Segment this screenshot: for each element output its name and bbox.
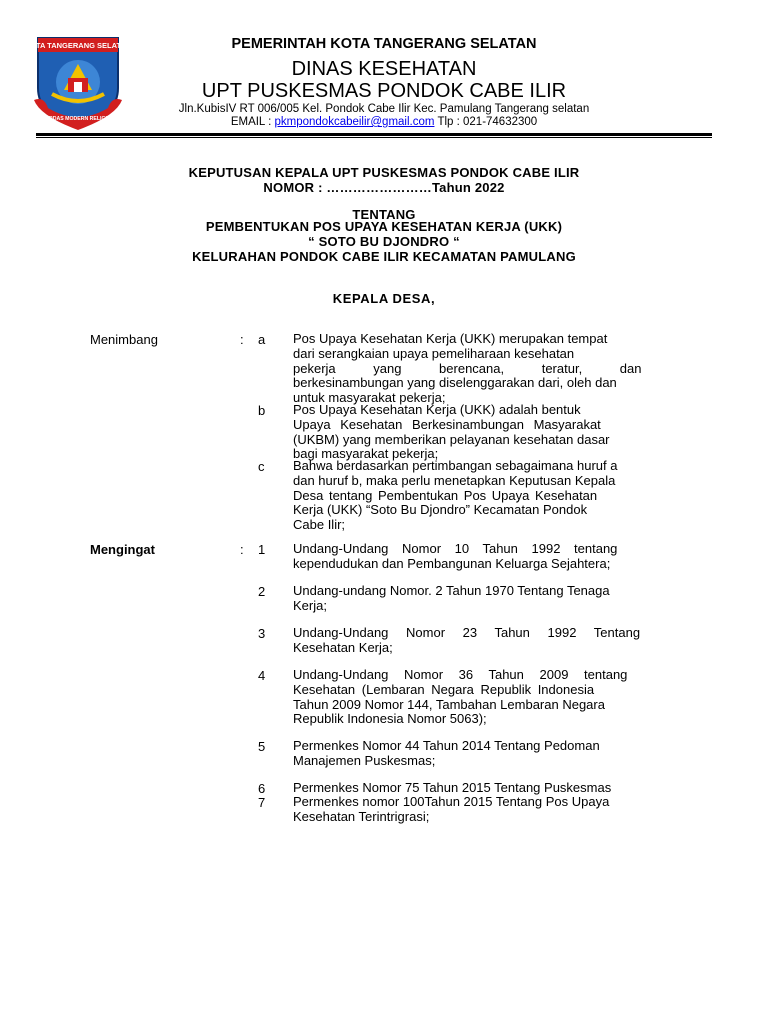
mengingat-item-1 [293, 542, 670, 572]
text-line: Undang-undang Nomor. 2 Tahun 1970 Tentang Tenaga [293, 583, 610, 598]
department-name: DINAS KESEHATAN [291, 58, 477, 80]
email-link[interactable]: pkmpondokcabeilir@gmail.com [274, 116, 435, 128]
subject-line-3: KELURAHAN PONDOK CABE ILIR KECAMATAN PAMULANG [192, 249, 576, 264]
subject-line-2: “ SOTO BU DJONDRO “ [308, 234, 460, 249]
text-line: Kesehatan Terintrigrasi; [293, 808, 430, 824]
mengingat-item-num: 5 [258, 739, 266, 754]
menimbang-item-num: a [258, 332, 266, 347]
text-line: Undang-Undang Nomor 23 Tahun 1992 Tentang [293, 625, 641, 640]
mengingat-item-num: 6 [258, 781, 266, 796]
mengingat-item-4 [293, 668, 670, 727]
svg-text:CERDAS MODERN RELIGIUS: CERDAS MODERN RELIGIUS [41, 116, 115, 122]
menimbang-label: Menimbang [90, 332, 158, 347]
menimbang-item-c [293, 459, 670, 533]
kepala-desa-heading: KEPALA DESA, [332, 291, 436, 306]
text-line: Kerja (UKK) “Soto Bu Djondro” Kecamatan Pondok [293, 502, 588, 518]
text-line: dari serangkaian upaya pemeliharaan kesehatan [293, 345, 575, 361]
mengingat-item-num: 2 [258, 584, 266, 599]
text-line: Permenkes nomor 100Tahun 2015 Tentang Pos Upaya [293, 794, 610, 809]
mengingat-item-num: 7 [258, 795, 266, 810]
government-name: PEMERINTAH KOTA TANGERANG SELATAN [231, 36, 537, 52]
text-line: berkesinambungan yang diselenggarakan dari, oleh dan [293, 375, 617, 391]
text-line: Kesehatan Kerja; [293, 639, 393, 655]
text-line: Kerja; [293, 597, 327, 613]
address: Jln.KubisIV RT 006/005 Kel. Pondok Cabe Ilir Kec. Pamulang Tangerang selatan [178, 103, 590, 115]
menimbang-item-num: b [258, 403, 266, 418]
phone: Tlp : 021-74632300 [434, 116, 538, 128]
svg-text:KOTA TANGERANG SELATAN: KOTA TANGERANG SELATAN [24, 41, 132, 50]
text-line: Pos Upaya Kesehatan Kerja (UKK) merupakan tempat [293, 331, 608, 346]
text-line: untuk masyarakat pekerja; [293, 390, 446, 406]
text-line: Republik Indonesia Nomor 5063); [293, 711, 487, 727]
mengingat-label: Mengingat [90, 542, 155, 557]
text-line: Undang-Undang Nomor 36 Tahun 2009 tentang [293, 667, 628, 682]
text-line: (UKBM) yang memberikan pelayanan kesehatan dasar [293, 431, 610, 447]
unit-name: UPT PUSKESMAS PONDOK CABE ILIR [201, 80, 567, 102]
menimbang-item-b [293, 403, 670, 462]
mengingat-item-3 [293, 626, 670, 656]
mengingat-item-num: 1 [258, 542, 266, 557]
text-line: bagi masyarakat pekerja; [293, 446, 439, 462]
text-line: Permenkes Nomor 44 Tahun 2014 Tentang Pedoman [293, 738, 600, 753]
text-line: Cabe Ilir; [293, 517, 346, 533]
mengingat-item-num: 3 [258, 626, 266, 641]
text-line: Manajemen Puskesmas; [293, 752, 436, 768]
email-label: EMAIL : [230, 116, 275, 128]
text-line: Upaya Kesehatan Berkesinambungan Masyarakat [293, 416, 601, 432]
mengingat-item-5 [293, 739, 670, 769]
letterhead-rule-thick [36, 133, 712, 136]
mengingat-item-2 [293, 584, 670, 614]
text-line: Undang-Undang Nomor 10 Tahun 1992 tentang [293, 541, 618, 556]
text-line: dan huruf b, maka perlu menetapkan Keputusan Kepala [293, 472, 616, 488]
decree-title: KEPUTUSAN KEPALA UPT PUSKESMAS PONDOK CABE ILIR [188, 165, 580, 180]
menimbang-item-num: c [258, 459, 265, 474]
text-line: kependudukan dan Pembangunan Keluarga Sejahtera; [293, 555, 611, 571]
text-line: Kesehatan (Lembaran Negara Republik Indonesia [293, 681, 595, 697]
mengingat-colon: : [240, 542, 244, 557]
mengingat-item-7 [293, 795, 670, 825]
decree-number: NOMOR : ……………………Tahun 2022 [263, 180, 505, 195]
letterhead-rule-thin [36, 137, 712, 138]
mengingat-item-num: 4 [258, 668, 266, 683]
tentang-heading: TENTANG [352, 207, 416, 222]
menimbang-colon: : [240, 332, 244, 347]
text-line: Permenkes Nomor 75 Tahun 2015 Tentang Puskesmas [293, 780, 612, 795]
text-line: Desa tentang Pembentukan Pos Upaya Kesehatan [293, 487, 598, 503]
city-emblem-logo [24, 34, 132, 132]
text-line: Bahwa berdasarkan pertimbangan sebagaimana huruf a [293, 458, 618, 473]
contact-line [150, 116, 618, 128]
subject-line-1: PEMBENTUKAN POS UPAYA KESEHATAN KERJA (UKK) [205, 219, 563, 234]
menimbang-item-a [293, 332, 670, 406]
text-line: Tahun 2009 Nomor 144, Tambahan Lembaran Negara [293, 696, 605, 712]
text-line: Pos Upaya Kesehatan Kerja (UKK) adalah bentuk [293, 402, 581, 417]
text-line: pekerja yang berencana, teratur, dan [293, 360, 642, 376]
